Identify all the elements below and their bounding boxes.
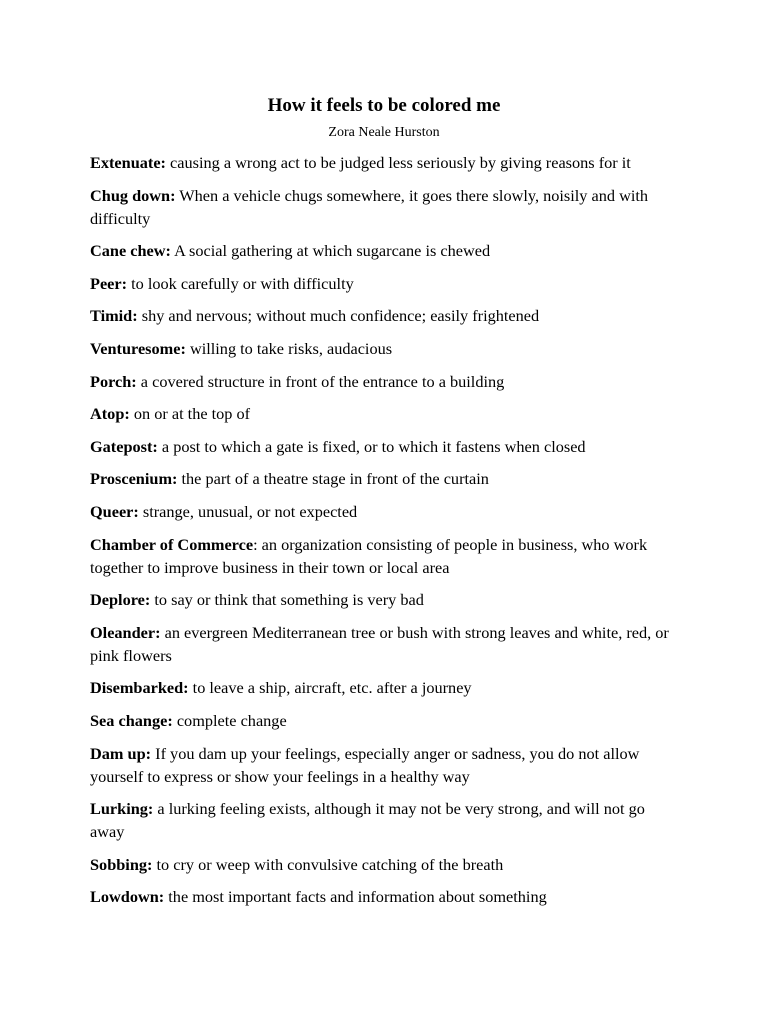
glossary-entry	[90, 709, 678, 732]
glossary-term: Atop:	[90, 404, 130, 424]
glossary-term: Peer:	[90, 273, 128, 293]
glossary-entry	[90, 797, 678, 843]
glossary-term: Lowdown:	[90, 887, 165, 907]
glossary-term: Chug down:	[90, 185, 176, 205]
glossary-term: Gatepost:	[90, 436, 158, 456]
glossary-term: Oleander:	[90, 622, 161, 642]
glossary-term: Cane chew:	[90, 241, 171, 261]
glossary-entry	[90, 184, 678, 230]
glossary-entry	[90, 239, 678, 262]
glossary-definition: If you dam up your feelings, especially anger or sadness, you do not allow yourself to express or show your feelings in a healthy way	[90, 743, 640, 786]
glossary-entry	[90, 676, 678, 699]
glossary-definition: the most important facts and information about something	[164, 887, 547, 907]
glossary-definition: shy and nervous; without much confidence; easily frightened	[137, 306, 540, 326]
glossary-entry	[90, 435, 678, 458]
glossary-definition: causing a wrong act to be judged less seriously by giving reasons for it	[165, 153, 631, 172]
glossary-entry	[90, 588, 678, 611]
author-name: Zora Neale Hurston	[328, 125, 440, 140]
glossary-term: Queer:	[90, 501, 139, 521]
glossary-entry	[90, 370, 678, 393]
glossary-entry	[90, 533, 678, 579]
glossary-definition: When a vehicle chugs somewhere, it goes there slowly, noisily and with difficulty	[90, 185, 649, 228]
glossary-definition: to cry or weep with convulsive catching of the breath	[152, 854, 504, 874]
glossary-definition: to look carefully or with difficulty	[127, 273, 354, 293]
glossary-entry	[90, 304, 678, 327]
glossary-definition: willing to take risks, audacious	[185, 338, 393, 358]
glossary-definition: complete change	[172, 710, 287, 730]
glossary-entry	[90, 337, 678, 360]
glossary-definition: the part of a theatre stage in front of the curtain	[177, 469, 489, 489]
glossary-definition: strange, unusual, or not expected	[138, 501, 358, 521]
glossary-entry	[90, 742, 678, 788]
glossary-entry	[90, 500, 678, 523]
page-title: How it feels to be colored me	[267, 95, 501, 116]
glossary-definition: A social gathering at which sugarcane is chewed	[170, 241, 491, 261]
glossary-definition: on or at the top of	[129, 404, 251, 424]
glossary-definition: a post to which a gate is fixed, or to which it fastens when closed	[157, 436, 586, 456]
glossary-entry	[90, 853, 678, 876]
glossary-term: Sea change:	[90, 710, 173, 730]
glossary-entry	[90, 272, 678, 295]
glossary-definition: to leave a ship, aircraft, etc. after a journey	[188, 678, 472, 698]
glossary-entry	[90, 402, 678, 425]
glossary-list	[90, 151, 678, 908]
glossary-term: Disembarked:	[90, 678, 189, 698]
glossary-term: Chamber of Commerce	[90, 534, 254, 554]
glossary-definition: a covered structure in front of the entrance to a building	[136, 371, 505, 391]
glossary-term: Venturesome:	[90, 338, 186, 358]
glossary-term: Porch:	[90, 371, 137, 391]
glossary-entry	[90, 151, 678, 174]
glossary-term: Proscenium:	[90, 469, 178, 489]
glossary-term: Lurking:	[90, 799, 154, 819]
glossary-definition: to say or think that something is very bad	[150, 590, 424, 610]
glossary-term: Timid:	[90, 306, 138, 326]
glossary-definition: a lurking feeling exists, although it may not be very strong, and will not go away	[90, 799, 645, 842]
glossary-entry	[90, 467, 678, 490]
glossary-term: Extenuate:	[90, 153, 166, 172]
glossary-entry	[90, 885, 678, 908]
glossary-definition: an evergreen Mediterranean tree or bush with strong leaves and white, red, or pink flowers	[90, 622, 669, 665]
glossary-definition: : an organization consisting of people in business, who work together to improve business in their town or local area	[90, 534, 648, 577]
glossary-term: Sobbing:	[90, 854, 153, 874]
glossary-term: Deplore:	[90, 590, 151, 610]
glossary-entry	[90, 621, 678, 667]
glossary-term: Dam up:	[90, 743, 152, 763]
